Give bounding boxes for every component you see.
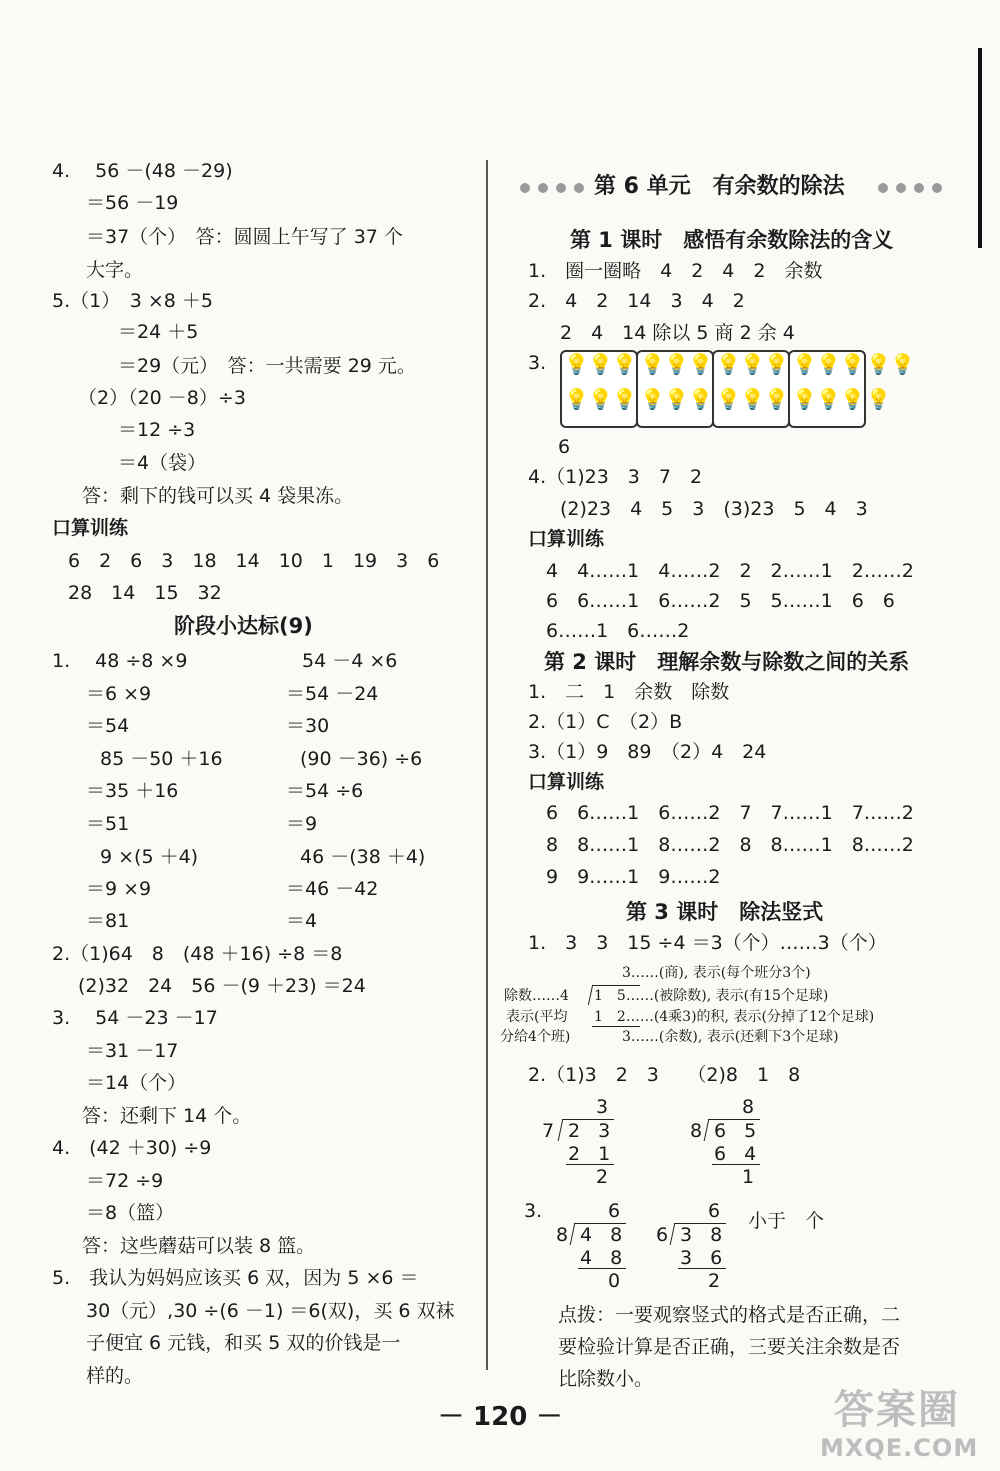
remainder-note: 3……(余数), 表示(还剩下3个足球) bbox=[622, 1029, 839, 1045]
division-bracket bbox=[570, 1223, 576, 1245]
answer-line: ＝31 －17 bbox=[86, 1040, 179, 1062]
light-bulb-icon: 💡 bbox=[612, 387, 637, 411]
light-bulb-icon: 💡 bbox=[764, 387, 789, 411]
light-bulb-icon: 💡 bbox=[640, 387, 665, 411]
light-bulb-icon: 💡 bbox=[764, 352, 789, 376]
remainder: 0 bbox=[608, 1270, 621, 1292]
calc-line: ＝54 ÷6 bbox=[286, 780, 364, 802]
answer-line: 5.（1） 3 ×8 ＋5 bbox=[52, 290, 213, 312]
light-bulb-icon: 💡 bbox=[688, 352, 713, 376]
divisor: 8 bbox=[690, 1120, 703, 1142]
remainder: 1 bbox=[742, 1166, 755, 1188]
unit-title-decoration-right bbox=[878, 178, 950, 197]
section-heading: 口算训练 bbox=[528, 771, 605, 793]
answer-line: （2）（20 －8）÷3 bbox=[78, 387, 246, 409]
answer-line: 2.（1）C （2）B bbox=[528, 711, 683, 733]
calc-line: ＝46 －42 bbox=[286, 878, 379, 900]
page-number: － 120 － bbox=[438, 1402, 563, 1432]
lesson-title: 第 2 课时 理解余数与除数之间的关系 bbox=[544, 650, 910, 674]
answer-line: ＝72 ÷9 bbox=[86, 1170, 164, 1192]
calc-line: ＝9 ×9 bbox=[86, 878, 152, 900]
division-bracket bbox=[588, 985, 593, 1005]
dividend: 6 5 bbox=[714, 1120, 763, 1142]
light-bulb-icon: 💡 bbox=[866, 387, 891, 411]
answer-line: ＝24 ＋5 bbox=[118, 321, 199, 343]
calc-line: (90 －36) ÷6 bbox=[300, 748, 423, 770]
light-bulb-icon: 💡 bbox=[664, 387, 689, 411]
division-bracket bbox=[670, 1223, 676, 1245]
calc-line: ＝6 ×9 bbox=[86, 683, 152, 705]
product-note: 1 2……(4乘3)的积, 表示(分掉了12个足球) bbox=[594, 1009, 875, 1025]
answer-line: ＝14（个） bbox=[86, 1072, 187, 1094]
light-bulb-icon: 💡 bbox=[588, 352, 613, 376]
answer-line: 6 6……1 6……2 7 7……1 7……2 bbox=[546, 802, 914, 824]
light-bulb-icon: 💡 bbox=[890, 352, 915, 376]
calc-line: ＝54 bbox=[86, 715, 130, 737]
quotient: 3 bbox=[596, 1096, 609, 1118]
product-note-label: 分给4个班) bbox=[500, 1029, 571, 1045]
answer-line: 4. (42 ＋30) ÷9 bbox=[52, 1137, 212, 1159]
answer-line: ＝56 －19 bbox=[86, 192, 179, 214]
answer-line: 6 bbox=[558, 436, 571, 458]
division-bracket bbox=[558, 1119, 564, 1141]
calc-line: ＝9 bbox=[286, 813, 318, 835]
answer-line: 答：这些蘑菇可以装 8 篮。 bbox=[82, 1235, 316, 1257]
division-bracket bbox=[704, 1119, 710, 1141]
dividend: 2 3 bbox=[568, 1120, 617, 1142]
light-bulb-icon: 💡 bbox=[716, 352, 741, 376]
light-bulb-icon: 💡 bbox=[664, 352, 689, 376]
calc-line: 9 ×(5 ＋4) bbox=[100, 846, 199, 868]
remainder: 2 bbox=[708, 1270, 721, 1292]
tip-line: 要检验计算是否正确，三要关注余数是否 bbox=[558, 1336, 901, 1358]
dividend: 4 8 bbox=[580, 1224, 629, 1246]
division-bar bbox=[592, 985, 640, 986]
answer-line: 1. 二 1 余数 除数 bbox=[528, 681, 730, 703]
answer-line: 28 14 15 32 bbox=[68, 582, 222, 604]
calc-line: 46 －(38 ＋4) bbox=[300, 846, 426, 868]
answer-line: 8 8……1 8……2 8 8……1 8……2 bbox=[546, 834, 914, 856]
watermark-url: MXQE.COM bbox=[820, 1434, 979, 1462]
answer-line: 6……1 6……2 bbox=[546, 620, 690, 642]
lesson-title: 第 1 课时 感悟有余数除法的含义 bbox=[570, 228, 894, 252]
answer-line: 1. 3 3 15 ÷4 ＝3（个）……3（个） bbox=[528, 932, 887, 954]
light-bulb-icon: 💡 bbox=[840, 352, 865, 376]
answer-line: 样的。 bbox=[86, 1365, 144, 1387]
subtraction-line bbox=[712, 1164, 760, 1165]
lesson-title: 第 3 课时 除法竖式 bbox=[626, 900, 824, 924]
light-bulb-icon: 💡 bbox=[816, 352, 841, 376]
answer-line: 6 2 6 3 18 14 10 1 19 3 6 bbox=[68, 550, 440, 572]
divisor: 8 bbox=[556, 1224, 569, 1246]
section-heading: 口算训练 bbox=[528, 528, 605, 550]
remainder: 2 bbox=[596, 1166, 609, 1188]
light-bulb-icon: 💡 bbox=[564, 352, 589, 376]
quotient-note: 3……(商), 表示(每个班分3个) bbox=[622, 965, 811, 981]
answer-line: 3. bbox=[524, 1200, 543, 1222]
subtraction-line bbox=[592, 1026, 640, 1027]
answer-line: ＝29（元） 答：一共需要 29 元。 bbox=[118, 355, 416, 377]
answer-line: 2.（1)3 2 3 （2)8 1 8 bbox=[528, 1064, 801, 1086]
answer-line: 2 4 14 除以 5 商 2 余 4 bbox=[560, 322, 795, 344]
light-bulb-icon: 💡 bbox=[816, 387, 841, 411]
section-title: 阶段小达标(9) bbox=[174, 614, 313, 638]
light-bulb-icon: 💡 bbox=[640, 352, 665, 376]
light-bulb-icon: 💡 bbox=[840, 387, 865, 411]
product: 2 1 bbox=[568, 1143, 617, 1165]
division-bar bbox=[562, 1119, 614, 1120]
column-divider bbox=[486, 160, 488, 1370]
light-bulb-icon: 💡 bbox=[792, 387, 817, 411]
answer-line: 1. 圈一圈略 4 2 4 2 余数 bbox=[528, 260, 823, 282]
calc-line: 85 －50 ＋16 bbox=[100, 748, 223, 770]
answer-line: 3.（1）9 89 （2）4 24 bbox=[528, 741, 767, 763]
unit-title-decoration-left bbox=[520, 178, 592, 197]
answer-line: 6 6……1 6……2 5 5……1 6 6 bbox=[546, 590, 895, 612]
answer-line: 答：剩下的钱可以买 4 袋果冻。 bbox=[82, 485, 354, 507]
light-bulb-icon: 💡 bbox=[740, 352, 765, 376]
answer-line: (2)23 4 5 3 (3)23 5 4 3 bbox=[560, 498, 868, 520]
light-bulb-icon: 💡 bbox=[792, 352, 817, 376]
dividend: 3 8 bbox=[680, 1224, 729, 1246]
light-bulb-icon: 💡 bbox=[612, 352, 637, 376]
answer-line: ＝8（篮） bbox=[86, 1202, 175, 1224]
answer-line: 子便宜 6 元钱，和买 5 双的价钱是一 bbox=[86, 1332, 401, 1354]
watermark-logo: 答案圈 bbox=[834, 1387, 960, 1433]
divisor: 7 bbox=[542, 1120, 555, 1142]
subtraction-line bbox=[566, 1164, 614, 1165]
answer-line: (2)32 24 56 －(9 ＋23) ＝24 bbox=[78, 975, 366, 997]
answer-line: 4. 56 －(48 －29) bbox=[52, 160, 233, 182]
calc-line: ＝4 bbox=[286, 910, 318, 932]
light-bulb-icon: 💡 bbox=[866, 352, 891, 376]
answer-line: ＝12 ÷3 bbox=[118, 419, 196, 441]
calc-line: ＝30 bbox=[286, 715, 330, 737]
unit-title: 第 6 单元 有余数的除法 bbox=[594, 174, 845, 199]
answer-line: ＝4（袋） bbox=[118, 452, 207, 474]
quotient: 8 bbox=[742, 1096, 755, 1118]
answer-line: 5. 我认为妈妈应该买 6 双，因为 5 ×6 ＝ bbox=[52, 1267, 419, 1289]
divisor-note: 除数……4 bbox=[504, 988, 569, 1004]
calc-line: 1. 48 ÷8 ×9 bbox=[52, 650, 188, 672]
answer-line: 2. 4 2 14 3 4 2 bbox=[528, 290, 745, 312]
product-note-label: 表示(平均 bbox=[506, 1009, 568, 1025]
answer-line: 4 4……1 4……2 2 2……1 2……2 bbox=[546, 560, 914, 582]
answer-line: 3. bbox=[528, 352, 547, 374]
quotient: 6 bbox=[608, 1200, 621, 1222]
dividend-note: 1 5……(被除数), 表示(有15个足球) bbox=[594, 988, 829, 1004]
answer-line: 答：还剩下 14 个。 bbox=[82, 1105, 252, 1127]
answer-line: 30（元）,30 ÷(6 －1) ＝6(双)，买 6 双袜 bbox=[86, 1300, 455, 1322]
division-bar bbox=[674, 1223, 726, 1224]
light-bulb-icon: 💡 bbox=[688, 387, 713, 411]
calc-line: ＝35 ＋16 bbox=[86, 780, 179, 802]
light-bulb-icon: 💡 bbox=[564, 387, 589, 411]
tip-line: 点拨：一要观察竖式的格式是否正确，二 bbox=[558, 1304, 901, 1326]
answer-line: 2.（1)64 8 (48 ＋16) ÷8 ＝8 bbox=[52, 943, 343, 965]
divisor: 6 bbox=[656, 1224, 669, 1246]
subtraction-line bbox=[578, 1268, 626, 1269]
answer-line: 小于 个 bbox=[748, 1210, 825, 1232]
answer-line: 9 9……1 9……2 bbox=[546, 866, 721, 888]
division-bar bbox=[574, 1223, 626, 1224]
answer-line: ＝37（个） 答：圆圆上午写了 37 个 bbox=[86, 226, 403, 248]
product: 3 6 bbox=[680, 1247, 729, 1269]
answer-line: 4.（1)23 3 7 2 bbox=[528, 466, 703, 488]
quotient: 6 bbox=[708, 1200, 721, 1222]
tip-line: 比除数小。 bbox=[558, 1368, 654, 1390]
answer-line: 大字。 bbox=[86, 259, 144, 281]
light-bulb-icon: 💡 bbox=[588, 387, 613, 411]
division-bar bbox=[708, 1119, 760, 1120]
calc-line: 54 －4 ×6 bbox=[302, 650, 398, 672]
section-heading: 口算训练 bbox=[52, 517, 129, 539]
product: 4 8 bbox=[580, 1247, 629, 1269]
page-edge-bar bbox=[978, 48, 982, 248]
calc-line: ＝54 －24 bbox=[286, 683, 379, 705]
light-bulb-icon: 💡 bbox=[716, 387, 741, 411]
light-bulb-icon: 💡 bbox=[740, 387, 765, 411]
calc-line: ＝81 bbox=[86, 910, 130, 932]
answer-line: 3. 54 －23 －17 bbox=[52, 1007, 218, 1029]
subtraction-line bbox=[678, 1268, 726, 1269]
product: 6 4 bbox=[714, 1143, 763, 1165]
calc-line: ＝51 bbox=[86, 813, 130, 835]
